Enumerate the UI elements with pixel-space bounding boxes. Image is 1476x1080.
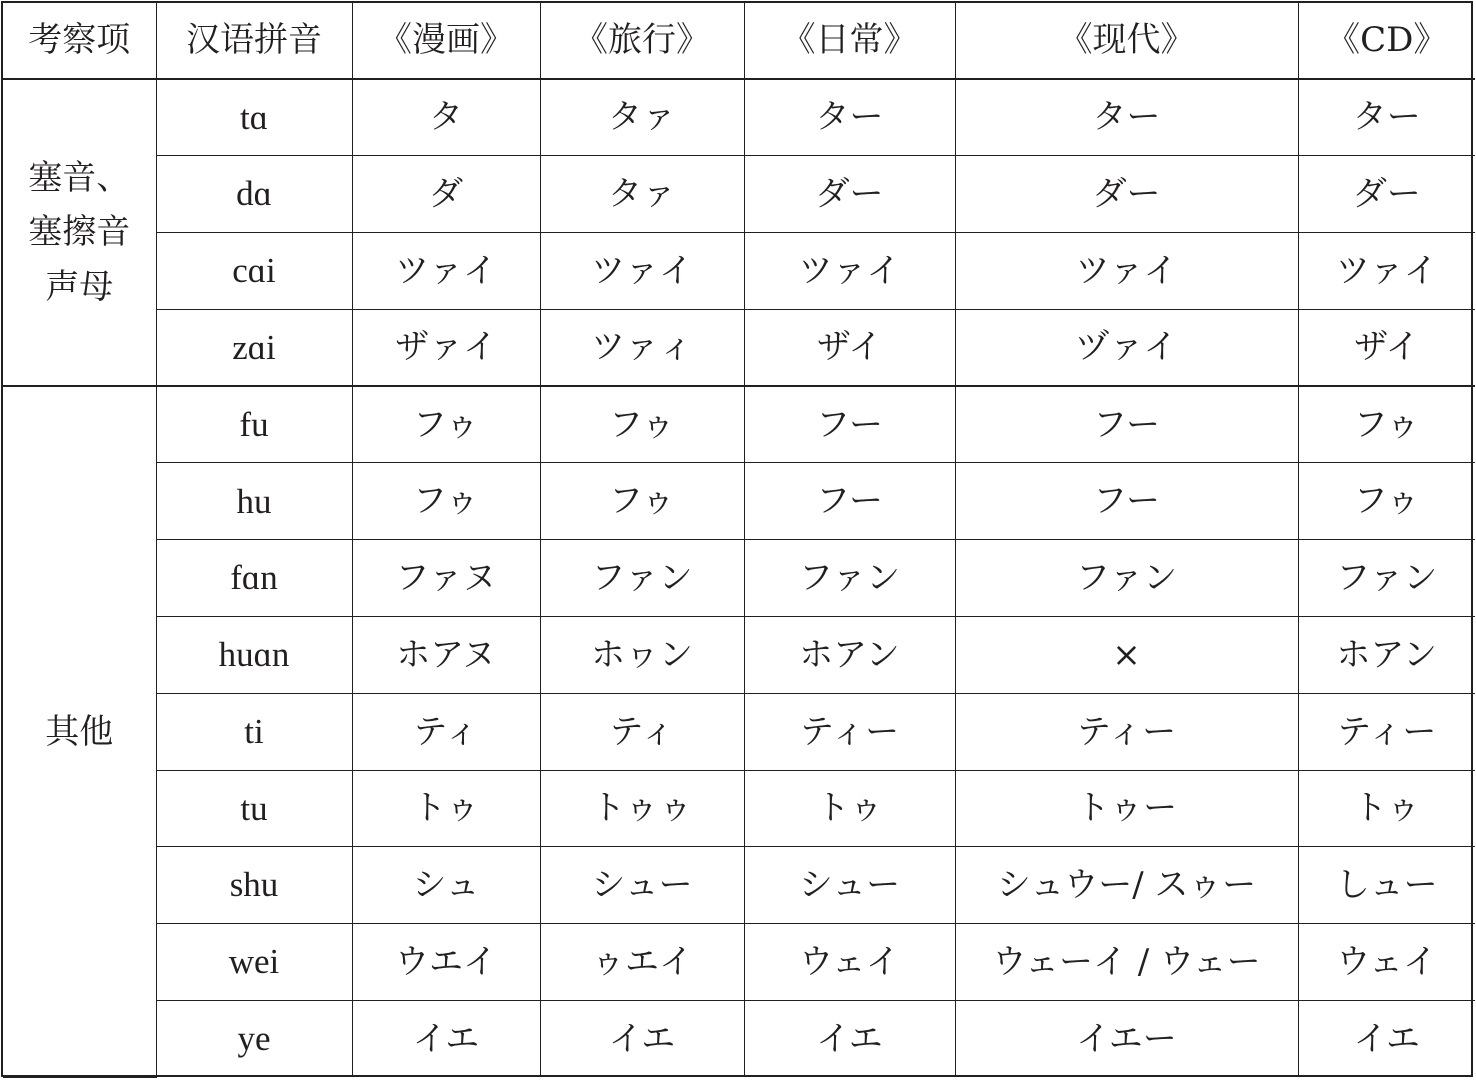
header-cell: 《旅行》: [540, 3, 744, 79]
table-row: [3, 924, 1475, 1001]
transliteration-cell: ダ: [352, 156, 540, 233]
transliteration-cell: ザイ: [1298, 309, 1475, 386]
transliteration-cell: フゥ: [540, 386, 744, 463]
transliteration-cell: シュー: [540, 847, 744, 924]
transliteration-cell: ザァイ: [352, 309, 540, 386]
transliteration-cell: フゥ: [352, 463, 540, 540]
transliteration-cell: ファン: [540, 540, 744, 617]
table-header: [3, 3, 1475, 79]
transliteration-cell: イエ: [1298, 1001, 1475, 1078]
header-row: [3, 3, 1475, 79]
transliteration-cell: ファヌ: [352, 540, 540, 617]
transliteration-cell: ファン: [955, 540, 1298, 617]
transliteration-cell: シュ: [352, 847, 540, 924]
header-cell: 考察项: [3, 3, 156, 79]
transliteration-cell: ツァイ: [352, 233, 540, 310]
transliteration-cell: イエ: [540, 1001, 744, 1078]
pinyin-cell: huɑn: [156, 617, 352, 694]
pinyin-cell: ti: [156, 693, 352, 770]
pinyin-cell: zɑi: [156, 309, 352, 386]
header-cell: 《日常》: [744, 3, 955, 79]
table-row: [3, 540, 1475, 617]
transliteration-cell: ティー: [955, 693, 1298, 770]
pinyin-cell: hu: [156, 463, 352, 540]
transliteration-cell: ホアン: [744, 617, 955, 694]
transliteration-cell: フゥ: [352, 386, 540, 463]
transliteration-cell: フゥ: [1298, 386, 1475, 463]
transliteration-cell: トゥ: [1298, 770, 1475, 847]
pinyin-cell: shu: [156, 847, 352, 924]
pinyin-cell: tɑ: [156, 79, 352, 156]
table-row: [3, 847, 1475, 924]
transliteration-cell: イエ: [352, 1001, 540, 1078]
transliteration-comparison-table: [3, 3, 1475, 1078]
transliteration-cell: ダー: [1298, 156, 1475, 233]
transliteration-cell: タ: [352, 79, 540, 156]
transliteration-cell: シュウー/ スゥー: [955, 847, 1298, 924]
table-row: [3, 463, 1475, 540]
transliteration-cell: ツァイ: [540, 233, 744, 310]
transliteration-cell: イエー: [955, 1001, 1298, 1078]
transliteration-cell: ゥエイ: [540, 924, 744, 1001]
comparison-table-frame: [1, 1, 1473, 1077]
table-row: [3, 693, 1475, 770]
transliteration-cell: ウェイ: [744, 924, 955, 1001]
transliteration-cell: ツァイ: [1298, 233, 1475, 310]
header-cell: 汉语拼音: [156, 3, 352, 79]
transliteration-cell: ヅァイ: [955, 309, 1298, 386]
transliteration-cell: ホアン: [1298, 617, 1475, 694]
transliteration-cell: フゥ: [540, 463, 744, 540]
table-row: [3, 309, 1475, 386]
transliteration-cell: ウエイ: [352, 924, 540, 1001]
transliteration-cell: ウェーイ / ウェー: [955, 924, 1298, 1001]
transliteration-cell: タァ: [540, 156, 744, 233]
transliteration-cell: フー: [955, 386, 1298, 463]
transliteration-cell: ファン: [1298, 540, 1475, 617]
transliteration-cell: ホヮン: [540, 617, 744, 694]
category-label: 塞音、塞擦音声母: [28, 158, 131, 307]
transliteration-cell: ホアヌ: [352, 617, 540, 694]
transliteration-cell: トゥー: [955, 770, 1298, 847]
transliteration-cell: フー: [955, 463, 1298, 540]
transliteration-cell: しュー: [1298, 847, 1475, 924]
transliteration-cell: ツァイ: [955, 233, 1298, 310]
transliteration-cell: タァ: [540, 79, 744, 156]
transliteration-cell: ツァィ: [540, 309, 744, 386]
transliteration-cell: トゥ: [352, 770, 540, 847]
transliteration-cell: ツァイ: [744, 233, 955, 310]
category-cell: [3, 79, 156, 386]
transliteration-cell: ター: [955, 79, 1298, 156]
transliteration-cell: ター: [1298, 79, 1475, 156]
category-cell: [3, 386, 156, 1077]
pinyin-cell: dɑ: [156, 156, 352, 233]
table-row: [3, 233, 1475, 310]
transliteration-cell: ティー: [1298, 693, 1475, 770]
transliteration-cell: フー: [744, 386, 955, 463]
table-body: [3, 79, 1475, 1077]
transliteration-cell: ター: [744, 79, 955, 156]
transliteration-cell: ティ: [540, 693, 744, 770]
transliteration-cell: トゥゥ: [540, 770, 744, 847]
table-row: [3, 386, 1475, 463]
table-row: [3, 617, 1475, 694]
pinyin-cell: fɑn: [156, 540, 352, 617]
header-cell: 《现代》: [955, 3, 1298, 79]
pinyin-cell: tu: [156, 770, 352, 847]
transliteration-cell: ×: [955, 617, 1298, 694]
table-row: [3, 156, 1475, 233]
header-cell: 《CD》: [1298, 3, 1475, 79]
table-row: [3, 79, 1475, 156]
table-row: [3, 770, 1475, 847]
category-label: 其他: [45, 711, 114, 752]
pinyin-cell: ye: [156, 1001, 352, 1078]
transliteration-cell: ザイ: [744, 309, 955, 386]
transliteration-cell: ダー: [744, 156, 955, 233]
transliteration-cell: フゥ: [1298, 463, 1475, 540]
transliteration-cell: ファン: [744, 540, 955, 617]
transliteration-cell: ダー: [955, 156, 1298, 233]
header-cell: 《漫画》: [352, 3, 540, 79]
transliteration-cell: トゥ: [744, 770, 955, 847]
transliteration-cell: ティ: [352, 693, 540, 770]
transliteration-cell: ティー: [744, 693, 955, 770]
transliteration-cell: イエ: [744, 1001, 955, 1078]
table-row: [3, 1001, 1475, 1078]
pinyin-cell: fu: [156, 386, 352, 463]
transliteration-cell: ウェイ: [1298, 924, 1475, 1001]
pinyin-cell: cɑi: [156, 233, 352, 310]
transliteration-cell: シュー: [744, 847, 955, 924]
pinyin-cell: wei: [156, 924, 352, 1001]
transliteration-cell: フー: [744, 463, 955, 540]
